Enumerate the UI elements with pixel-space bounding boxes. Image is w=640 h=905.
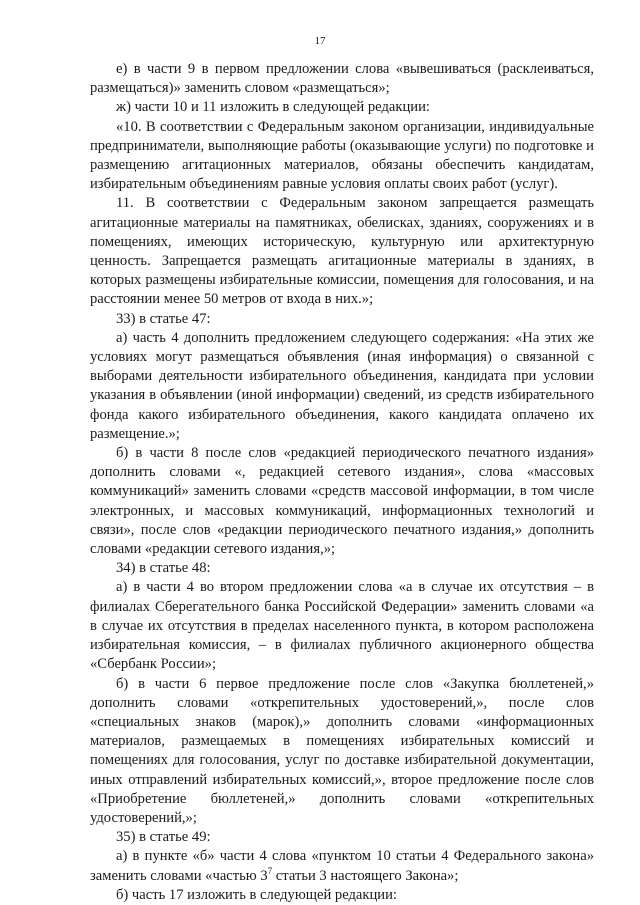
paragraph-35b: б) часть 17 изложить в следующей редакции:: [116, 886, 397, 903]
paragraph-35a-tail: статьи 3 настоящего Закона»;: [272, 867, 459, 884]
item-33-heading: 33) в статье 47:: [116, 310, 211, 327]
item-34-heading: 34) в статье 48:: [116, 560, 211, 577]
item-35-heading: 35) в статье 49:: [116, 829, 211, 846]
superscript: 7: [267, 865, 273, 876]
document-body: [90, 60, 594, 905]
paragraph-9zh: ж) части 10 и 11 изложить в следующей редакции:: [116, 99, 430, 116]
paragraph-34b: б) в части 6 первое предложение после слов «Закупка бюллетеней,» дополнить словами «открепительных удостоверений,», после слов «специальных знаков (марок),» дополнить словами «информационных материалов, размещаемых в помещениях избирательных комиссий и помещениях для голосования, услуг по доставке избирательной документации, иных отправлений избирательных комиссий,», второе предложение после слов «Приобретение бюллетеней,» дополнить словами «открепительных удостоверений,»;: [90, 675, 594, 826]
paragraph-33b: б) в части 8 после слов «редакцией периодического печатного издания» дополнить словами «, редакцией сетевого издания», слова «массовых коммуникаций» заменить словами «средств массовой информации, в том числе электронных, и массовых коммуникаций, информационных технологий и связи», после слов «редакции периодического печатного издания,» дополнить словами «редакции сетевого издания,»;: [90, 445, 594, 558]
paragraph-34a: а) в части 4 во втором предложении слова «а в случае их отсутствия – в филиалах Сберегательного банка Российской Федерации» заменить словами «а в случае их отсутствия в пределах населенного пункта, в котором расположена избирательная комиссия, – в филиалах публичного акционерного общества «Сбербанк России»;: [90, 579, 594, 673]
paragraph-11: 11. В соответствии с Федеральным законом запрещается размещать агитационные материалы на памятниках, обелисках, зданиях, сооружениях и в помещениях, имеющих историческую, культурную или архитектурную ценность. Запрещается размещать агитационные материалы в зданиях, в которых размещены избирательные комиссии, помещения для голосования, и на расстоянии менее 50 метров от входа в них.»;: [90, 195, 594, 308]
paragraph-35a: [90, 847, 594, 885]
paragraph-9e: е) в части 9 в первом предложении слова «вывешиваться (расклеиваться, размещаться)» заменить словом «размещаться»;: [90, 61, 594, 97]
paragraph-35a-text: а) в пункте «б» части 4 слова «пунктом 10 статьи 4 Федерального закона» заменить словами «частью 3: [90, 848, 594, 884]
paragraph-10: «10. В соответствии с Федеральным законом организации, индивидуальные предприниматели, выполняющие работы (оказывающие услуги) по подготовке и размещению агитационных материалов, обязаны обеспечить кандидатам, избирательным объединениям равные условия оплаты своих работ (услуг).: [90, 118, 594, 193]
page-number: 17: [314, 35, 326, 47]
paragraph-33a: а) часть 4 дополнить предложением следующего содержания: «На этих же условиях могут размещаться объявления (иная информация) о связанной с выборами деятельности избирательного объединения, кандидата при условии указания в объявлении (иной информации) сведений, из средств избирательного фонда какого избирательного объединения, какого кандидата оплачено их размещение.»;: [90, 329, 594, 442]
